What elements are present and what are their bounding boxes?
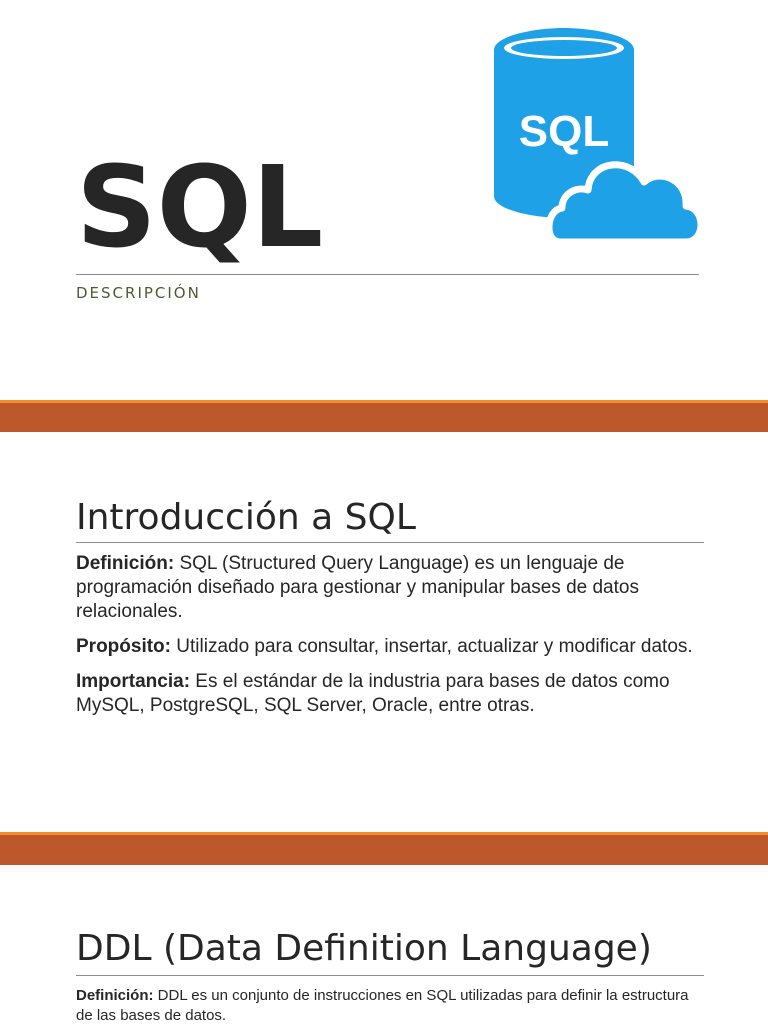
definition-text: SQL (Structured Query Language) es un lenguaje de programación diseñado para gestionar y manipular bases de datos relacionales. xyxy=(76,553,639,622)
purpose-text: Utilizado para consultar, insertar, actualizar y modificar datos. xyxy=(171,636,693,657)
definition-paragraph xyxy=(76,552,706,624)
purpose-label: Propósito: xyxy=(76,636,171,657)
slide-body xyxy=(76,552,706,729)
title-slide xyxy=(0,0,768,400)
slide-body xyxy=(76,986,706,1026)
ddl-definition-label: Definición: xyxy=(76,987,154,1004)
title-divider xyxy=(76,274,699,275)
definition-label: Definición: xyxy=(76,553,175,574)
slide-separator xyxy=(0,832,768,865)
importance-text: Es el estándar de la industria para bases de datos como MySQL, PostgreSQL, SQL Server, Oracle, entre otras. xyxy=(76,671,670,716)
slide-heading: DDL (Data Definition Language) xyxy=(76,928,652,969)
ddl-definition-text: DDL es un conjunto de instrucciones en SQL utilizadas para definir la estructura de las bases de datos. xyxy=(76,987,689,1024)
importance-label: Importancia: xyxy=(76,671,191,692)
logo-text: SQL xyxy=(518,107,610,156)
slide-separator xyxy=(0,400,768,432)
importance-paragraph xyxy=(76,670,706,718)
purpose-paragraph xyxy=(76,635,706,659)
slide-heading: Introducción a SQL xyxy=(76,497,416,538)
heading-divider xyxy=(76,975,704,976)
sql-database-cloud-icon xyxy=(490,28,702,246)
heading-divider xyxy=(76,542,704,543)
slide-title: SQL xyxy=(76,143,324,273)
slide-subtitle: DESCRIPCIÓN xyxy=(76,284,201,302)
ddl-definition-paragraph xyxy=(76,986,706,1026)
